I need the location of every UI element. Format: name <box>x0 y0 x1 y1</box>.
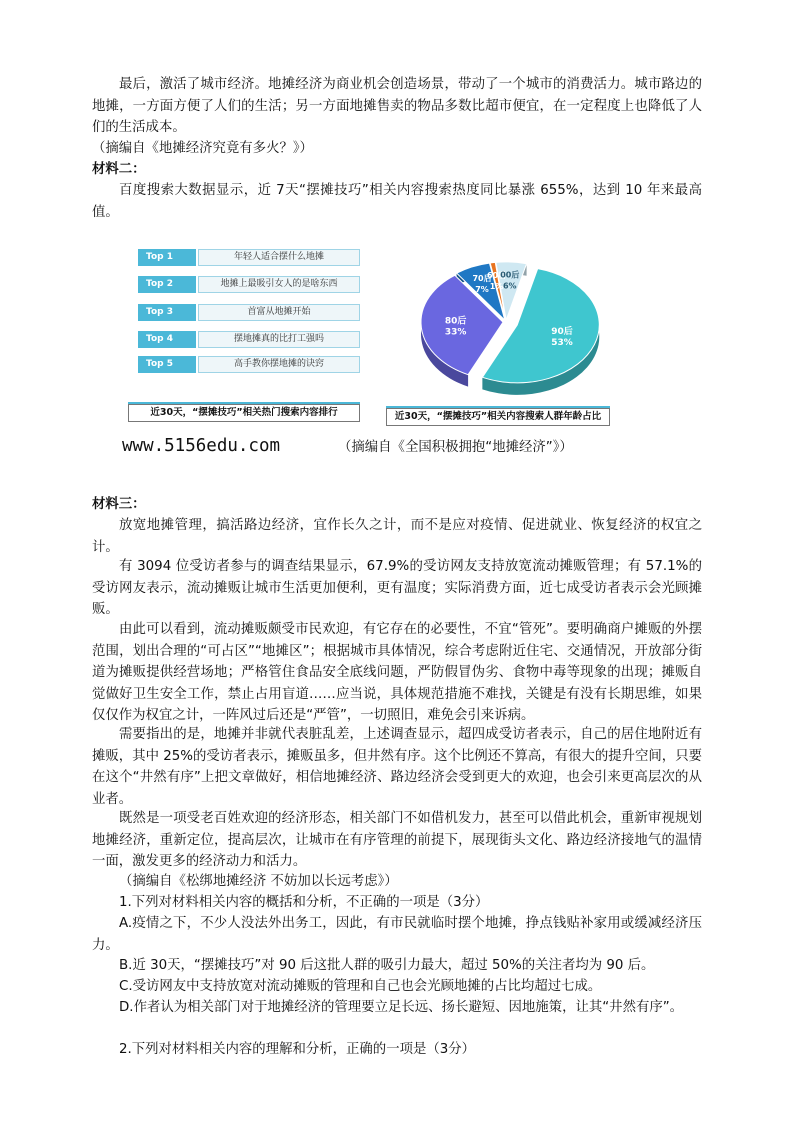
website-url: www.5156edu.com <box>122 436 281 456</box>
rank-tag: Top 5 <box>138 356 196 373</box>
rank-row <box>138 356 360 373</box>
question-1-option-b: B.近 30天，“摆摊技巧”对 90 后这批人群的吸引力最大，超过 50%的关注者均为 90 后。 <box>119 958 655 973</box>
source-note-1: （摘编自《地摊经济究竟有多火？》） <box>92 141 313 156</box>
pie-category-label: 70后 <box>472 273 492 283</box>
ranking-caption: 近30天，“摆摊技巧”相关热门搜索内容排行 <box>128 404 360 422</box>
material-2-label: 材料二： <box>92 162 146 177</box>
rank-row <box>138 304 360 321</box>
pie-value-label: 6% <box>502 281 517 291</box>
pie-category-label: 80后 <box>444 316 467 327</box>
rank-tag: Top 4 <box>138 331 196 348</box>
rank-row <box>138 276 360 293</box>
pie-value-label: 1% <box>489 281 504 291</box>
rank-tag: Top 3 <box>138 304 196 321</box>
source-note-3: （摘编自《松绑地摊经济 不妨加以长远考虑》） <box>119 874 398 889</box>
rank-text: 高手教你摆地摊的诀窍 <box>198 356 360 373</box>
pie-category-label: 90后 <box>551 327 573 338</box>
paragraph-baidu-data: 百度搜索大数据显示，近 7天“摆摊技巧”相关内容搜索热度同比暴涨 655%，达到 10 年来最高值。 <box>92 183 702 220</box>
paragraph-survey: 有 3094 位受访者参与的调查结果显示，67.9%的受访网友支持放宽流动摊贩管理；有 57.1%的受访网友表示，流动摊贩让城市生活更加便利，更有温度；实际消费方面，近七成受访者表示会光顾摊贩。 <box>92 559 702 617</box>
question-1: 1.下列对材料相关内容的概括和分析，不正确的一项是（3分） <box>119 895 489 910</box>
rank-row <box>138 331 360 348</box>
rank-row <box>138 249 360 266</box>
material-3-label: 材料三： <box>92 497 146 512</box>
pie-value-label: 53% <box>551 338 573 349</box>
age-pie-chart <box>384 244 624 404</box>
pie-value-label: 33% <box>444 327 467 338</box>
question-1-option-d: D.作者认为相关部门对于地摊经济的管理要立足长远、扬长避短、因地施策，让其“井然有序”。 <box>119 1000 684 1015</box>
paragraph-loosen-management: 放宽地摊管理，搞活路边经济，宜作长久之计，而不是应对疫情、促进就业、恢复经济的权宜之计。 <box>92 518 702 555</box>
rank-text: 首富从地摊开始 <box>198 304 360 321</box>
rank-text: 年轻人适合摆什么地摊 <box>198 249 360 266</box>
rank-text: 摆地摊真的比打工强吗 <box>198 331 360 348</box>
pie-value-label: 7% <box>475 284 489 294</box>
pie-category-label: 60后 <box>486 270 507 280</box>
rank-text: 地摊上最吸引女人的是啥东西 <box>198 276 360 293</box>
pie-caption: 近30天，“摆摊技巧”相关内容搜索人群年龄占比 <box>386 408 610 426</box>
source-note-2: （摘编自《全国积极拥抱“地摊经济”》） <box>338 440 573 455</box>
question-1-option-c: C.受访网友中支持放宽对流动摊贩的管理和自己也会光顾地摊的占比均超过七成。 <box>119 979 602 994</box>
question-2: 2.下列对材料相关内容的理解和分析，正确的一项是（3分） <box>119 1042 476 1057</box>
paragraph-city-economy: 最后，激活了城市经济。地摊经济为商业机会创造场景，带动了一个城市的消费活力。城市路边的地摊，一方面方便了人们的生活；另一方面地摊售卖的物品多数比超市便宜，在一定程度上也降低了人们的生活成本。 <box>92 77 702 135</box>
rank-tag: Top 2 <box>138 276 196 293</box>
paragraph-opportunity: 既然是一项受老百姓欢迎的经济形态，相关部门不如借机发力，甚至可以借此机会，重新审视规划地摊经济，重新定位，提高层次，让城市在有序管理的前提下，展现街头文化、路边经济接地气的温情一面，激发更多的经济动力和活力。 <box>92 811 702 869</box>
rank-tag: Top 1 <box>138 249 196 266</box>
pie-category-label: 00后 <box>500 270 520 280</box>
question-1-option-a: A.疫情之下，不少人没法外出务工，因此，有市民就临时摆个地摊，挣点钱贴补家用或缓减经济压力。 <box>92 916 702 953</box>
paragraph-order: 需要指出的是，地摊并非就代表脏乱差，上述调查显示，超四成受访者表示，自己的居住地附近有摊贩，其中 25%的受访者表示，摊贩虽多，但井然有序。这个比例还不算高，有很大的提升空间，只要在这个“井然有序”上把文章做好，相信地摊经济、路边经济会受到更大的欢迎，也会引来更高层次的从业者。 <box>92 727 702 807</box>
paragraph-regulation: 由此可以看到，流动摊贩颇受市民欢迎，有它存在的必要性，不宜“管死”。要明确商户摊贩的外摆范围，划出合理的“可占区”“地摊区”；根据城市具体情况，综合考虑附近住宅、交通情况，开放部分街道为摊贩提供经营场地；严格管住食品安全底线问题，严防假冒伪劣、食物中毒等现象的出现；摊贩自觉做好卫生安全工作，禁止占用盲道……应当说，具体规范措施不难找，关键是有没有长期思维，如果仅仅作为权宜之计，一阵风过后还是“严管”，一切照旧，难免会引来诉病。 <box>92 622 702 723</box>
